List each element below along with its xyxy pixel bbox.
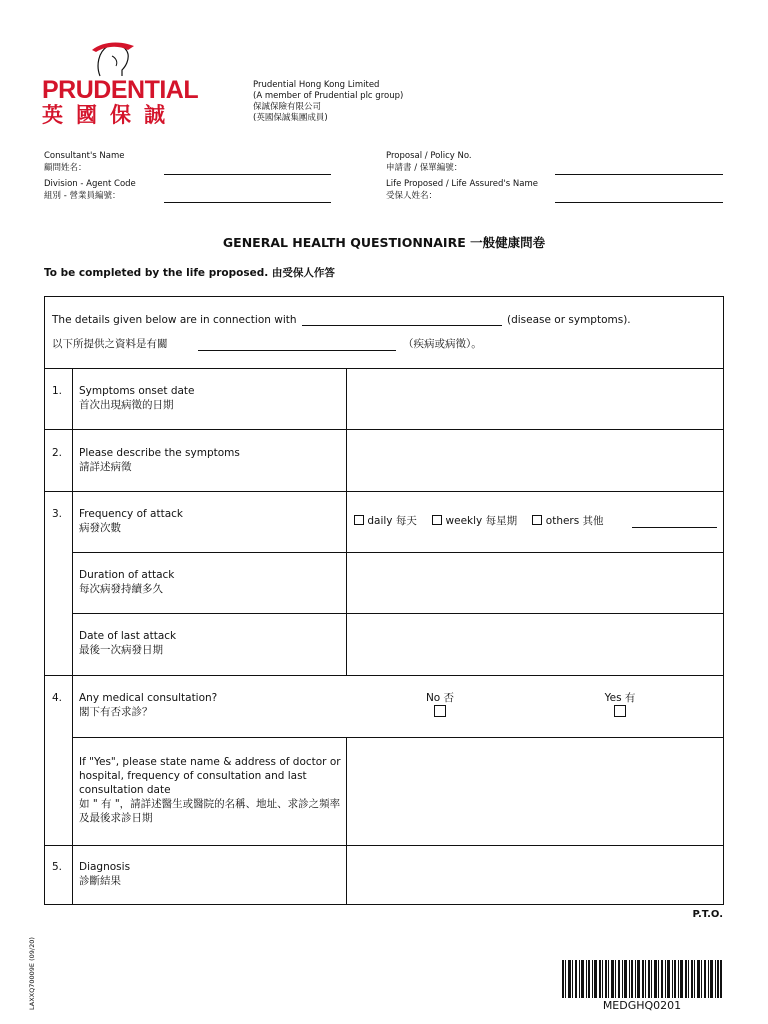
consultation-no-option	[405, 691, 475, 720]
intro-zh-prefix: 以下所提供之資料是有關	[52, 338, 168, 350]
disease-field-en[interactable]	[302, 325, 502, 326]
consultant-name-field[interactable]	[164, 174, 331, 175]
form-title: GENERAL HEALTH QUESTIONNAIRE 一般健康問卷	[222, 235, 546, 250]
question-medical-consultation	[79, 691, 217, 719]
weekly-checkbox[interactable]	[432, 515, 442, 525]
row-divider	[44, 491, 724, 492]
answer-last-attack[interactable]	[347, 614, 723, 674]
answer-describe-symptoms[interactable]	[347, 430, 723, 490]
form-subtitle: To be completed by the life proposed. 由受保人作答	[44, 267, 335, 279]
question-en: Diagnosis	[79, 861, 131, 873]
question-frequency	[79, 507, 183, 535]
company-line: (A member of Prudential plc group)	[253, 91, 404, 101]
row-number: 1.	[52, 385, 63, 397]
question-last-attack	[79, 629, 176, 657]
question-symptoms-onset	[79, 384, 195, 412]
yes-label: Yes 有	[604, 692, 636, 704]
disease-field-zh[interactable]	[198, 350, 396, 351]
question-en: Any medical consultation?	[79, 692, 218, 704]
column-divider	[72, 368, 73, 905]
company-info	[253, 80, 403, 124]
barcode-icon	[562, 960, 722, 1000]
division-agent-code-label	[44, 178, 136, 202]
intro-en-prefix: The details given below are in connection with	[52, 314, 297, 326]
pto-label: P.T.O.	[692, 909, 723, 920]
others-checkbox[interactable]	[532, 515, 542, 525]
question-zh: 診斷結果	[79, 875, 121, 887]
question-consultation-details	[79, 755, 341, 825]
intro-en	[52, 313, 297, 327]
label-en: Life Proposed / Life Assured's Name	[386, 179, 538, 189]
label-zh: 申請書 / 保單編號：	[386, 163, 463, 173]
answer-consultation-details[interactable]	[347, 738, 723, 844]
question-diagnosis	[79, 860, 130, 888]
label-en: Consultant's Name	[44, 151, 125, 161]
company-line: Prudential Hong Kong Limited	[253, 80, 380, 90]
answer-symptoms-onset[interactable]	[347, 369, 723, 429]
label-zh: 顧問姓名：	[44, 163, 87, 173]
answer-diagnosis[interactable]	[347, 846, 723, 904]
answer-duration[interactable]	[347, 553, 723, 613]
question-en: Frequency of attack	[79, 508, 183, 520]
life-proposed-field[interactable]	[555, 202, 723, 203]
life-proposed-label	[386, 178, 538, 202]
prudential-logo	[42, 36, 199, 127]
proposal-no-field[interactable]	[555, 174, 723, 175]
row-number: 2.	[52, 447, 63, 459]
division-agent-code-field[interactable]	[164, 202, 331, 203]
row-number: 3.	[52, 508, 63, 520]
others-label: others 其他	[545, 515, 604, 527]
question-en: If "Yes", please state name & address of doctor or hospital, frequency of consultation and last consultation date	[79, 756, 341, 796]
label-en: Proposal / Policy No.	[386, 151, 472, 161]
brand-name-zh: 英國保誠	[42, 103, 178, 127]
form-code: LAXXQ70009E (09/20)	[28, 937, 36, 1010]
daily-label: daily 每天	[367, 515, 417, 527]
question-en: Please describe the symptoms	[79, 447, 240, 459]
question-zh: 閣下有否求診？	[79, 706, 153, 718]
consultant-name-label	[44, 150, 125, 174]
intro-en-suffix: (disease or symptoms).	[507, 314, 631, 326]
weekly-label: weekly 每星期	[445, 515, 518, 527]
row-divider	[44, 675, 724, 676]
question-zh: 每次病發持續多久	[79, 583, 163, 595]
label-zh: 組別 - 營業員編號：	[44, 191, 121, 201]
consultation-yes-option	[585, 691, 655, 720]
label-zh: 受保人姓名：	[386, 191, 438, 201]
no-checkbox[interactable]	[434, 705, 446, 717]
label-en: Division - Agent Code	[44, 179, 136, 189]
row-number: 4.	[52, 692, 63, 704]
company-line: 保誠保險有限公司	[253, 102, 322, 112]
daily-checkbox[interactable]	[354, 515, 364, 525]
others-field[interactable]	[632, 527, 717, 528]
question-en: Symptoms onset date	[79, 385, 195, 397]
intro-zh-suffix: （疾病或病徵）。	[403, 338, 482, 350]
question-en: Duration of attack	[79, 569, 175, 581]
question-duration	[79, 568, 174, 596]
question-zh: 首次出現病徵的日期	[79, 399, 174, 411]
question-zh: 請詳述病徵	[79, 461, 132, 473]
proposal-no-label	[386, 150, 472, 174]
yes-checkbox[interactable]	[614, 705, 626, 717]
question-zh: 如 " 有 "，請詳述醫生或醫院的名稱、地址、求診之頻率及最後求診日期	[79, 798, 341, 824]
question-zh: 最後一次病發日期	[79, 644, 163, 656]
no-label: No 否	[425, 692, 455, 704]
question-en: Date of last attack	[79, 630, 177, 642]
prudence-head-icon	[82, 36, 142, 78]
brand-name-en: PRUDENTIAL	[42, 76, 199, 104]
row-number: 5.	[52, 861, 63, 873]
company-line: (英國保誠集團成員)	[253, 113, 328, 123]
barcode-text: MEDGHQ0201	[602, 999, 682, 1012]
question-zh: 病發次數	[79, 522, 121, 534]
frequency-options	[354, 514, 604, 528]
question-describe-symptoms	[79, 446, 240, 474]
